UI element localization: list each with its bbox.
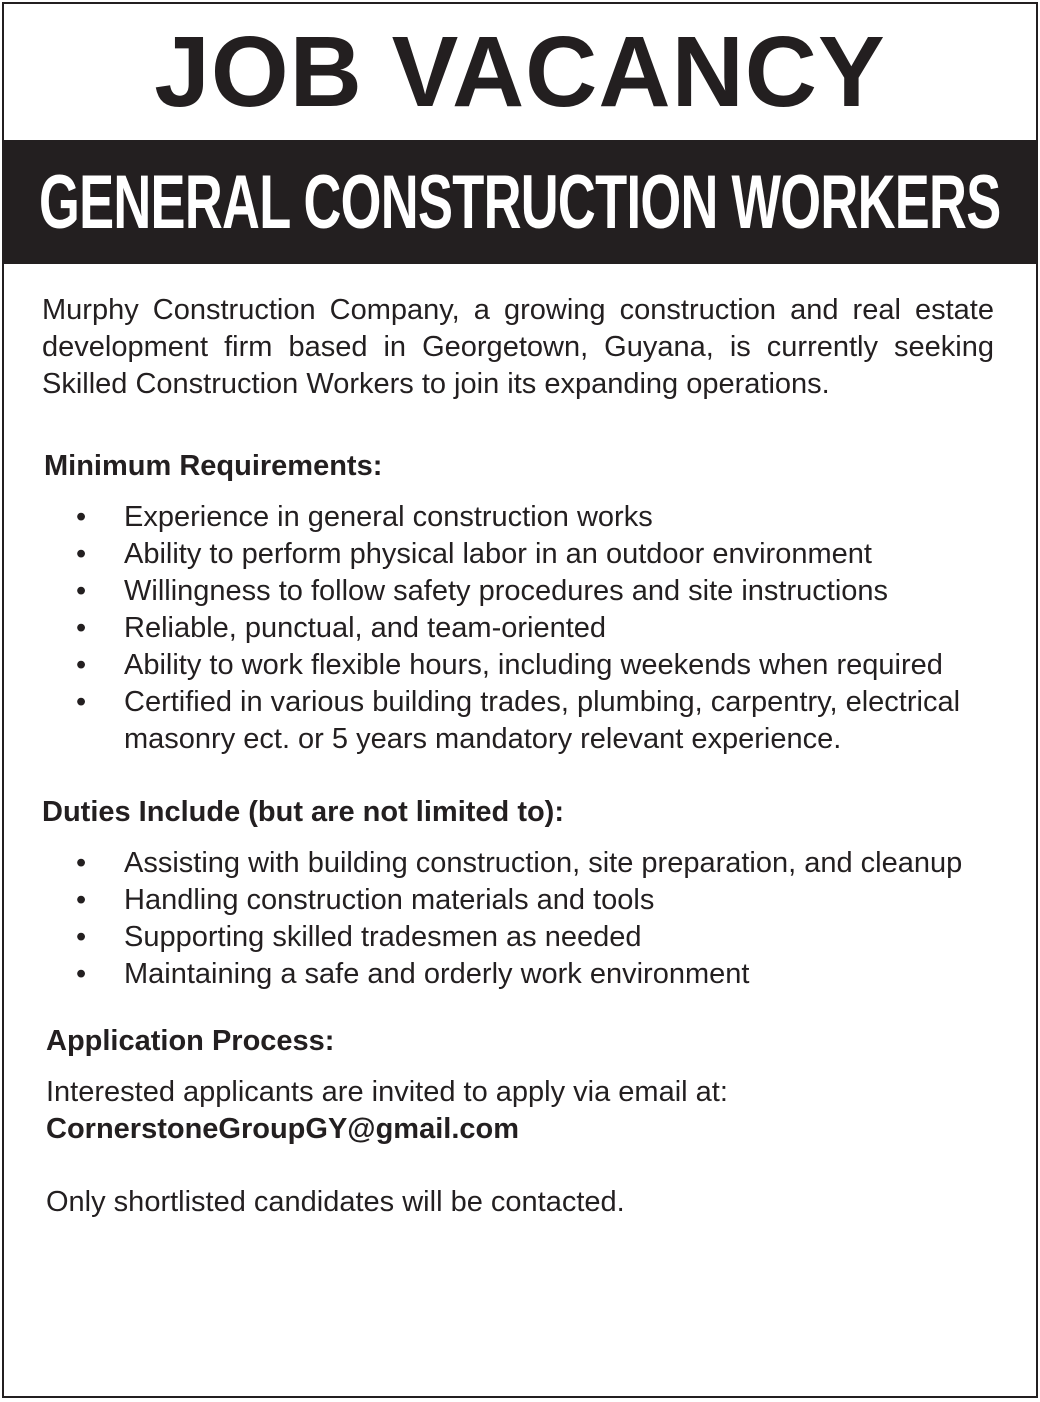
position-title: GENERAL CONSTRUCTION WORKERS xyxy=(39,159,1001,245)
application-heading: Application Process: xyxy=(46,1025,335,1057)
contact-email[interactable]: CornerstoneGroupGY@gmail.com xyxy=(46,1113,520,1145)
duties-list xyxy=(42,845,994,993)
job-vacancy-advert xyxy=(2,2,1038,1398)
advert-body xyxy=(4,292,1036,1221)
requirements-list xyxy=(42,499,994,758)
list-item: • Handling construction materials and tools xyxy=(42,882,994,919)
list-item: • Experience in general construction works xyxy=(42,499,994,536)
list-item: • Supporting skilled tradesmen as needed xyxy=(42,919,994,956)
position-banner xyxy=(4,140,1036,264)
list-item: • Ability to work flexible hours, including weekends when required xyxy=(42,647,994,684)
application-instructions: Interested applicants are invited to apply via email at: xyxy=(46,1076,728,1108)
list-item: • Certified in various building trades, plumbing, carpentry, electrical masonry ect. or 5 years mandatory relevant experience. xyxy=(42,684,994,758)
list-item: • Reliable, punctual, and team-oriented xyxy=(42,610,994,647)
list-item: • Assisting with building construction, site preparation, and cleanup xyxy=(42,845,994,882)
duties-heading: Duties Include (but are not limited to): xyxy=(42,796,564,828)
list-item: • Maintaining a safe and orderly work environment xyxy=(42,956,994,993)
shortlist-note: Only shortlisted candidates will be contacted. xyxy=(46,1186,625,1218)
page-title: JOB VACANCY xyxy=(154,16,886,128)
list-item: • Willingness to follow safety procedures and site instructions xyxy=(42,573,994,610)
requirements-heading: Minimum Requirements: xyxy=(44,450,383,482)
list-item: • Ability to perform physical labor in an outdoor environment xyxy=(42,536,994,573)
company-intro: Murphy Construction Company, a growing construction and real estate development firm based in Georgetown, Guyana, is currently seeking Skilled Construction Workers to join its expanding operations. xyxy=(42,294,994,400)
